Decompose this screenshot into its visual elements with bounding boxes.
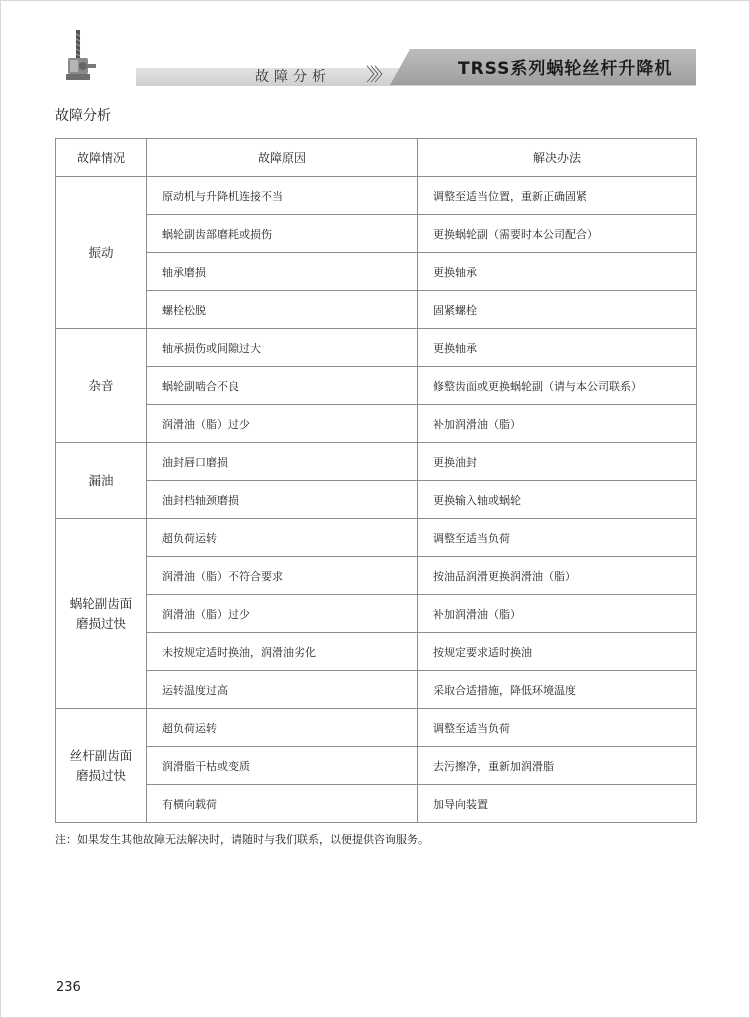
fault-solution: 更换轴承 <box>418 253 697 291</box>
fault-cause: 运转温度过高 <box>147 671 418 709</box>
table-header-row <box>56 139 697 177</box>
table-row <box>56 367 697 405</box>
fault-cause: 原动机与升降机连接不当 <box>147 177 418 215</box>
fault-category: 杂音 <box>56 329 147 443</box>
fault-cause: 蜗轮副齿部磨耗或损伤 <box>147 215 418 253</box>
fault-category: 漏油 <box>56 443 147 519</box>
table-row <box>56 405 697 443</box>
fault-solution: 修整齿面或更换蜗轮副（请与本公司联系） <box>418 367 697 405</box>
fault-cause: 有横向载荷 <box>147 785 418 823</box>
fault-cause: 润滑油（脂）过少 <box>147 595 418 633</box>
fault-solution: 调整至适当位置，重新正确固紧 <box>418 177 697 215</box>
fault-cause: 油封唇口磨损 <box>147 443 418 481</box>
fault-category-line: 磨损过快 <box>75 767 126 783</box>
fault-solution: 更换油封 <box>418 443 697 481</box>
fault-category-line: 磨损过快 <box>75 615 126 631</box>
fault-category <box>56 709 147 823</box>
fault-cause: 蜗轮副啮合不良 <box>147 367 418 405</box>
fault-cause: 润滑脂干枯或变质 <box>147 747 418 785</box>
table-row <box>56 557 697 595</box>
column-header-solution: 解决办法 <box>418 139 697 177</box>
table-row <box>56 329 697 367</box>
table-row <box>56 481 697 519</box>
table-row <box>56 595 697 633</box>
section-heading: 故障分析 <box>55 108 111 124</box>
header-series-title: TRSS系列蜗轮丝杆升降机 <box>458 59 673 79</box>
fault-solution: 去污擦净，重新加润滑脂 <box>418 747 697 785</box>
chevron-right-icon: 〉〉〉 <box>366 65 387 86</box>
table-row <box>56 291 697 329</box>
fault-solution: 采取合适措施，降低环境温度 <box>418 671 697 709</box>
table-row <box>56 443 697 481</box>
table-row <box>56 633 697 671</box>
table-row <box>56 177 697 215</box>
table-row <box>56 709 697 747</box>
fault-solution: 调整至适当负荷 <box>418 709 697 747</box>
fault-solution: 补加润滑油（脂） <box>418 405 697 443</box>
fault-solution: 补加润滑油（脂） <box>418 595 697 633</box>
fault-solution: 更换输入轴或蜗轮 <box>418 481 697 519</box>
fault-cause: 轴承磨损 <box>147 253 418 291</box>
table-row <box>56 519 697 557</box>
table-row <box>56 785 697 823</box>
fault-category: 振动 <box>56 177 147 329</box>
fault-solution: 调整至适当负荷 <box>418 519 697 557</box>
column-header-condition: 故障情况 <box>56 139 147 177</box>
fault-solution: 按油品润滑更换润滑油（脂） <box>418 557 697 595</box>
fault-cause: 油封档轴颈磨损 <box>147 481 418 519</box>
fault-category <box>56 519 147 709</box>
table-row <box>56 671 697 709</box>
fault-category-line: 丝杆副齿面 <box>69 747 133 763</box>
table-row <box>56 215 697 253</box>
fault-solution: 按规定要求适时换油 <box>418 633 697 671</box>
fault-solution: 加导向装置 <box>418 785 697 823</box>
fault-cause: 未按规定适时换油，润滑油劣化 <box>147 633 418 671</box>
fault-cause: 螺栓松脱 <box>147 291 418 329</box>
header-section-label: 故障分析 <box>255 69 331 85</box>
fault-cause: 超负荷运转 <box>147 519 418 557</box>
column-header-cause: 故障原因 <box>147 139 418 177</box>
screw-jack-icon <box>58 30 98 86</box>
fault-solution: 更换蜗轮副（需要时本公司配合） <box>418 215 697 253</box>
footnote: 注：如果发生其他故障无法解决时，请随时与我们联系，以便提供咨询服务。 <box>55 833 429 846</box>
page-number: 236 <box>56 980 81 995</box>
fault-analysis-table <box>55 138 697 823</box>
table-row <box>56 747 697 785</box>
fault-cause: 润滑油（脂）过少 <box>147 405 418 443</box>
fault-cause: 轴承损伤或间隙过大 <box>147 329 418 367</box>
fault-solution: 更换轴承 <box>418 329 697 367</box>
fault-cause: 超负荷运转 <box>147 709 418 747</box>
table-row <box>56 253 697 291</box>
fault-category-line: 蜗轮副齿面 <box>69 595 133 611</box>
fault-cause: 润滑油（脂）不符合要求 <box>147 557 418 595</box>
fault-solution: 固紧螺栓 <box>418 291 697 329</box>
